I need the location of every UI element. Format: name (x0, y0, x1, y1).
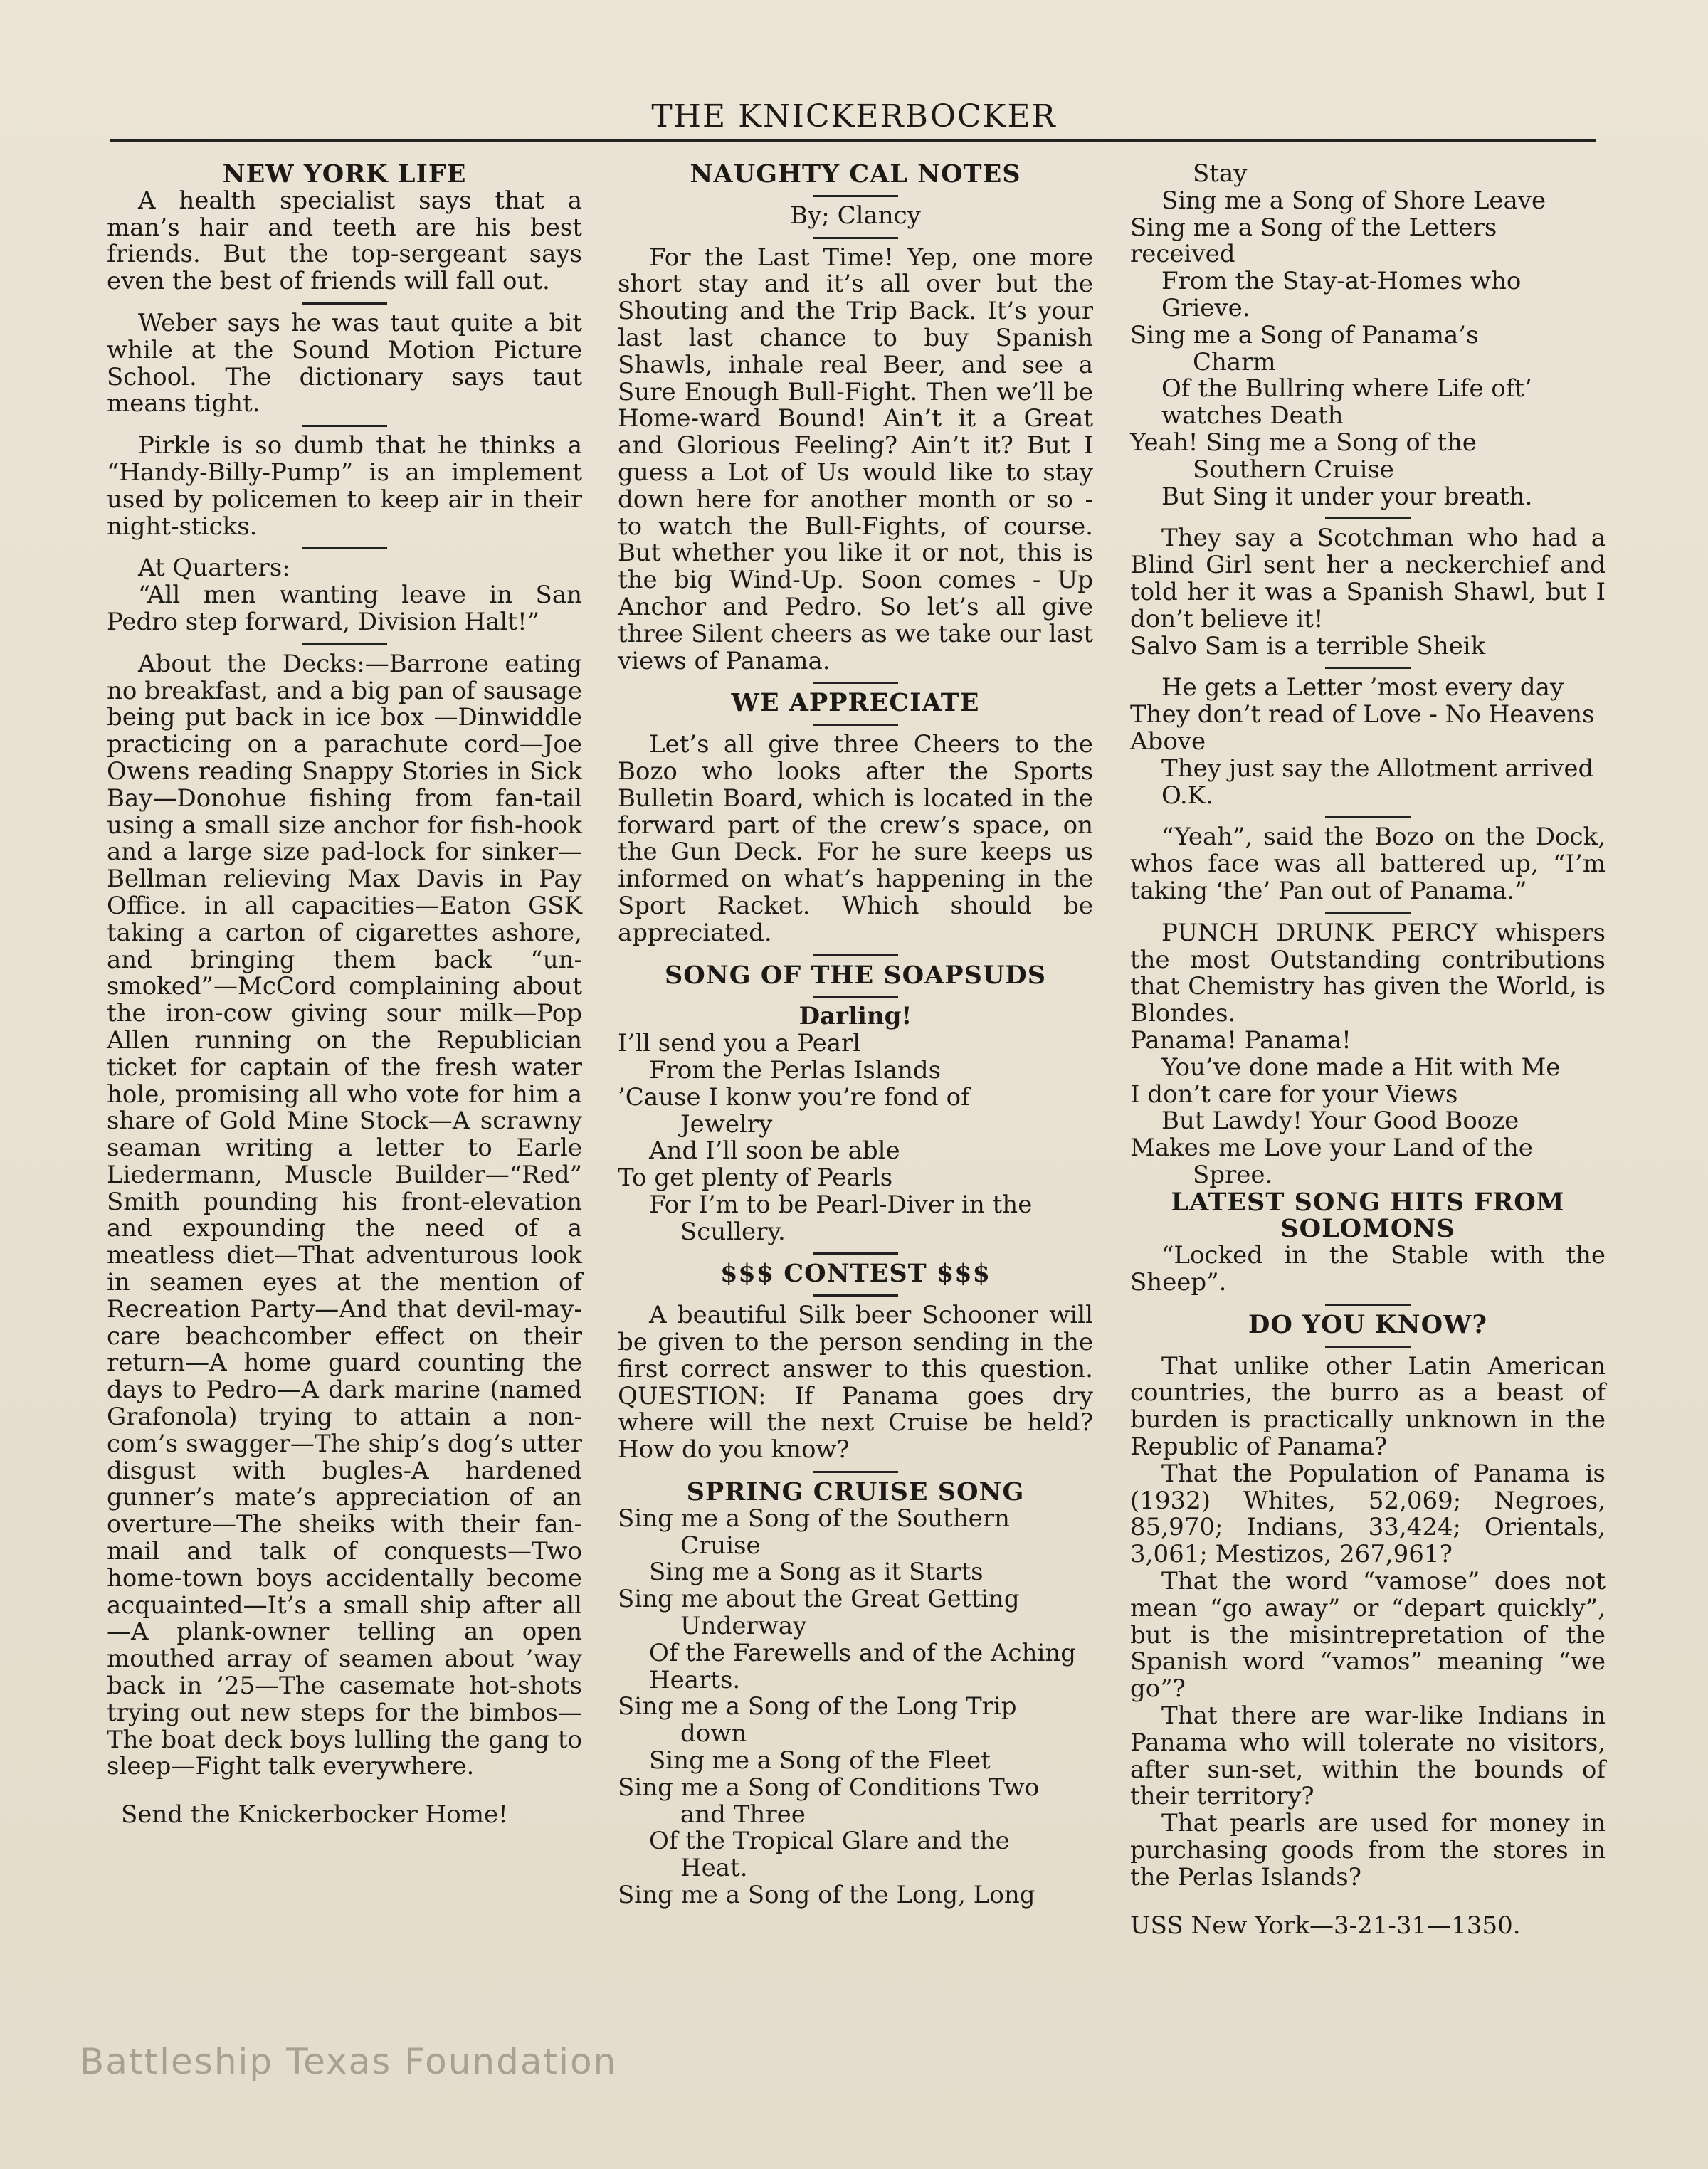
heading-spring-cruise-song: SPRING CRUISE SONG (686, 1477, 1025, 1507)
verse-line: Sing me a Song as it Starts (649, 1558, 984, 1587)
paragraph-punch-drunk-percy: PUNCH DRUNK PERCY whispers the most Outstanding contributions that Chemistry has given the World, is Blondes. (1130, 918, 1606, 1028)
column-2 (618, 161, 1093, 1909)
paragraph: Let’s all give three Cheers to the Bozo who looks after the Sports Bulletin Board, which is located in the forward part of the crew’s space, on the Gun Deck. For he sure keeps us informed on what’s happening in the Sport Racket. Which should be appreciated. (618, 730, 1093, 947)
paragraph: At Quarters: (138, 554, 290, 583)
verse-line: To get plenty of Pearls (618, 1163, 893, 1193)
verse-line: Darling! (798, 1002, 912, 1031)
heading-we-appreciate: WE APPRECIATE (731, 688, 980, 718)
verse-line: Stay (1193, 159, 1248, 188)
paragraph: Pirkle is so dumb that he thinks a “Handy-Billy-Pump” is an implement used by policemen to keep air in their night-sticks. (107, 431, 582, 541)
masthead-title: THE KNICKERBOCKER (651, 98, 1057, 134)
verse-line: Sing me a Song of the Letters received (1130, 213, 1497, 269)
verse-line: Of the Bullring where Life oft’ watches Death (1161, 374, 1532, 431)
paragraph: A health specialist says that a man’s hair and teeth are his best friends. But the top-sergeant says even the best of friends will fall out. (107, 186, 582, 296)
verse-line: Sing me a Song of the Long, Long (618, 1881, 1035, 1910)
verse-line: I don’t care for your Views (1130, 1080, 1458, 1109)
verse-line: Makes me Love your Land of the (1130, 1134, 1533, 1163)
divider (302, 425, 387, 427)
paragraph: That there are war-like Indians in Panama who will tolerate no visitors, after sun-set, within the bounds of their territory? (1130, 1701, 1606, 1811)
verse-line: Scullery. (680, 1217, 786, 1246)
paragraph-about-the-decks: About the Decks:—Barrone eating no breakfast, and a big pan of sausage being put back in ice box —Dinwiddle practicing on a parachute cord—Joe Owens reading Snappy Stories in Sick Bay—Donohue fishing from fan-tail using a small size anchor for fish-hook and a large size pad-lock for sinker—Bellman relieving Max Davis in Pay Office. in all capacities—Eaton GSK taking a carton of cigarettes ashore, and bringing them back “un-smoked”—McCord complaining about the iron-cow giving sour milk—Pop Allen running on the Republician ticket for captain of the fresh water hole, promising all who vote for him a share of Gold Mine Stock—A scrawny seaman writing a letter to Earle Liedermann, Muscle Builder—“Red” Smith pounding his front-elevation and expounding the need of a meatless diet—That adventurous look in seamen eyes at the mention of Recreation Party—And that devil-may-care beachcomber effect on their return—A home guard counting the days to Pedro—A dark marine (named Grafonola) trying to attain a non-com’s swagger—The ship’s dog’s utter disgust with bugles-A hardened gunner’s mate’s appreciation of an overture—The sheiks with their fan-mail and talk of conquests—Two home-town boys accidentally become acquainted—It’s a small ship after all—A plank-owner telling an open mouthed array of seamen about ’way back in ’25—The casemate hot-shots trying out new steps for the bimbos—The boat deck boys lulling the gang to sleep—Fight talk everywhere. (107, 649, 582, 1781)
verse-line: From the Perlas Islands (649, 1055, 942, 1084)
paragraph: Salvo Sam is a terrible Sheik (1130, 631, 1486, 660)
column-1 (107, 161, 582, 1829)
heading-new-york-life: NEW YORK LIFE (222, 159, 467, 189)
verse-line: You’ve done made a Hit with Me (1161, 1052, 1561, 1082)
divider (1325, 912, 1411, 914)
divider (813, 237, 898, 239)
column-3 (1130, 161, 1606, 1939)
paragraph: That the Population of Panama is (1932) Whites, 52,069; Negroes, 85,970; Indians, 33,424; Orientals, 3,061; Mestizos, 267,961? (1130, 1459, 1606, 1569)
verse-line: Jewelry (680, 1109, 773, 1139)
divider (813, 724, 898, 726)
divider (1325, 667, 1411, 669)
verse-line: Of the Farewells and of the Aching Hearts. (649, 1638, 1077, 1694)
masthead-rule (110, 139, 1596, 144)
verse-line: Of the Tropical Glare and the (649, 1827, 1010, 1856)
paragraph: “Locked in the Stable with the Sheep”. (1130, 1241, 1606, 1297)
paragraph: That the word “vamose” does not mean “go away” or “depart quickly”, but is the misintrepretation of the Spanish word “vamos” meaning “we go”? (1130, 1567, 1606, 1704)
heading-song-of-the-soapsuds: SONG OF THE SOAPSUDS (665, 960, 1046, 990)
byline: By; Clancy (790, 201, 921, 230)
paragraph: They say a Scotchman who had a Blind Girl sent her a neckerchief and told her it was a Spanish Shawl, but I don’t believe it! (1130, 524, 1606, 633)
divider (302, 302, 387, 305)
verse-line: Heat. (680, 1854, 748, 1883)
paragraph: That pearls are used for money in purchasing goods from the stores in the Perlas Islands? (1130, 1809, 1606, 1891)
divider (813, 195, 898, 197)
paragraph: For the Last Time! Yep, one more short stay and it’s all over but the Shouting and the Trip Back. It’s your last last chance to buy Spanish Shawls, inhale real Beer, and see a Sure Enough Bull-Fight. Then we’ll be Home-ward Bound! Ain’t it a Great and Glorious Feeling? Ain’t it? But I guess a Lot of Us would like to stay down here for another month or so - to watch the Bull-Fights, of course. But whether you like it or not, this is the big Wind-Up. Soon comes - Up Anchor and Pedro. So let’s all give three Silent cheers as we take our last views of Panama. (618, 243, 1093, 675)
verse-line: Sing me a Song of Conditions Two (618, 1773, 1040, 1802)
divider (813, 1471, 898, 1473)
paragraph: “All men wanting leave in San Pedro step forward, Division Halt!” (107, 581, 582, 636)
divider (1325, 816, 1411, 818)
verse-line: and Three (680, 1800, 806, 1829)
verse-line: For I’m to be Pearl-Diver in the (649, 1190, 1033, 1219)
footer-slogan: Send the Knickerbocker Home! (121, 1800, 508, 1830)
verse-line: He gets a Letter ’most every day (1161, 673, 1564, 702)
divider (1325, 517, 1411, 519)
verse-line: From the Stay-at-Homes who Grieve. (1161, 267, 1522, 322)
heading-contest: $$$ CONTEST $$$ (720, 1259, 991, 1289)
verse-line: Sing me a Song of the Long Trip (618, 1692, 1017, 1721)
verse-line: Sing me a Song of Panama’s (1130, 320, 1479, 349)
verse-line: ’Cause I konw you’re fond of (618, 1082, 970, 1112)
verse-line: Yeah! Sing me a Song of the (1130, 428, 1477, 457)
divider (813, 1294, 898, 1297)
paragraph: “Yeah”, said the Bozo on the Dock, whos face was all battered up, “I’m taking ‘the’ Pan out of Panama.” (1130, 823, 1606, 905)
verse-line: They don’t read of Love - No Heavens Above (1130, 700, 1595, 756)
verse-line: Sing me a Song of the Southern (618, 1504, 1010, 1533)
divider (813, 954, 898, 956)
verse-line: Southern Cruise (1193, 455, 1394, 484)
verse-line: But Sing it under your breath. (1161, 482, 1533, 511)
verse-line: Charm (1193, 347, 1276, 376)
paragraph: That unlike other Latin American countries, the burro as a beast of burden is practically unknown in the Republic of Panama? (1130, 1351, 1606, 1462)
verse-line: Underway (680, 1612, 807, 1641)
verse-line: Panama! Panama! (1130, 1025, 1351, 1055)
watermark: Battleship Texas Foundation (80, 2041, 618, 2082)
divider (1325, 1304, 1411, 1306)
verse-line: Spree. (1193, 1160, 1273, 1189)
divider (302, 547, 387, 549)
verse-line: Sing me about the Great Getting (618, 1585, 1020, 1614)
divider (813, 1252, 898, 1255)
verse-line: Cruise (680, 1531, 761, 1560)
verse-line: They just say the Allotment arrived O.K. (1161, 754, 1594, 810)
verse-line: down (680, 1719, 747, 1748)
divider (813, 996, 898, 998)
heading-do-you-know: DO YOU KNOW? (1248, 1309, 1487, 1339)
divider (1325, 1346, 1411, 1348)
heading-naughty-cal-notes: NAUGHTY CAL NOTES (690, 159, 1021, 189)
heading-latest-song-hits: LATEST SONG HITS FROM SOLOMONS (1171, 1187, 1565, 1244)
divider (813, 682, 898, 684)
verse-line: Sing me a Song of the Fleet (649, 1746, 991, 1775)
paragraph: A beautiful Silk beer Schooner will be given to the person sending in the first correct answer to this question. QUESTION: If Panama goes dry where will the next Cruise be held? How do you know? (618, 1301, 1093, 1465)
verse-line: Sing me a Song of Shore Leave (1161, 186, 1546, 215)
issue-footer: USS New York—3-21-31—1350. (1130, 1911, 1521, 1940)
verse-line: I’ll send you a Pearl (618, 1029, 861, 1058)
divider (302, 643, 387, 645)
verse-line: And I’ll soon be able (649, 1136, 900, 1166)
verse-line: But Lawdy! Your Good Booze (1161, 1107, 1519, 1136)
paragraph: Weber says he was taut quite a bit while at the Sound Motion Picture School. The dictionary says taut means tight. (107, 308, 582, 418)
